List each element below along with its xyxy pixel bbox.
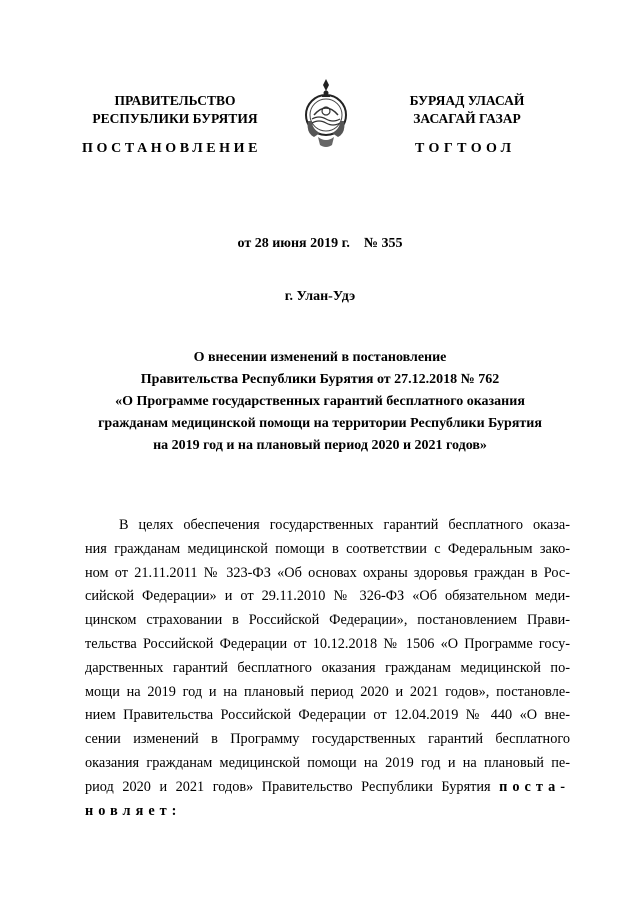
title-line: О внесении изменений в постановление (193, 350, 447, 365)
body-line-text: риод 2020 и 2021 годов» Правительство Республики Бурятия (85, 778, 491, 795)
doc-type-bua: ТОГТООЛ (415, 141, 516, 156)
issuer-line: ЗАСАГАЙ ГАЗАР (413, 111, 521, 126)
resolves-word-part2: новляет: (85, 802, 182, 819)
body-line: оказания гражданам медицинской помощи на 2019 год и на плановый пе- (85, 754, 570, 771)
issuer-name-bua (372, 92, 562, 128)
body-line: тельства Российской Федерации от 10.12.2018 № 1506 «О Программе госу- (85, 635, 570, 652)
issuer-line: РЕСПУБЛИКИ БУРЯТИЯ (92, 111, 258, 126)
body-line: сийской Федерации» и от 29.11.2010 № 326-ФЗ «Об обязательном меди- (85, 588, 570, 605)
title-line: «О Программе государственных гарантий бесплатного оказания (115, 394, 525, 409)
coat-of-arms-icon (300, 71, 352, 151)
body-line: мощи на 2019 год и на плановый период 2020 и 2021 годов», постановле- (85, 683, 570, 700)
title-line: Правительства Республики Бурятия от 27.12.2018 № 762 (140, 372, 500, 387)
issuer-line: БУРЯАД УЛАСАЙ (409, 93, 525, 108)
doc-city: г. Улан-Удэ (284, 289, 356, 304)
issuer-line: ПРАВИТЕЛЬСТВО (114, 93, 236, 108)
doc-number: № 355 (363, 236, 403, 251)
body-line: дарственных гарантий бесплатного оказания гражданам медицинской по- (85, 659, 570, 676)
body-line: В целях обеспечения государственных гарантий бесплатного оказа- (119, 517, 570, 533)
body-line-final (85, 800, 570, 824)
body-paragraph (85, 514, 570, 823)
body-line: ном от 21.11.2011 № 323-ФЗ «Об основах охраны здоровья граждан в Рос- (85, 564, 570, 581)
resolves-word-part1: поста- (499, 778, 570, 795)
title-line: гражданам медицинской помощи на территории Республики Бурятия (98, 416, 542, 431)
body-line-with-bold (85, 776, 570, 800)
title-line: на 2019 год и на плановый период 2020 и 2021 годов» (153, 438, 487, 453)
doc-date: от 28 июня 2019 г. (237, 236, 350, 251)
doc-type-ru: ПОСТАНОВЛЕНИЕ (82, 141, 262, 156)
doc-title (60, 347, 580, 457)
body-line: цинском страховании в Российской Федерации», постановлением Прави- (85, 612, 570, 629)
body-line: нием Правительства Российской Федерации от 12.04.2019 № 440 «О вне- (85, 707, 570, 724)
body-line: ния гражданам медицинской помощи в соответствии с Федеральным зако- (85, 540, 570, 557)
issuer-name-ru (80, 92, 270, 128)
body-line: сении изменений в Программу государственных гарантий бесплатного (85, 731, 570, 748)
date-number-line (0, 236, 640, 252)
